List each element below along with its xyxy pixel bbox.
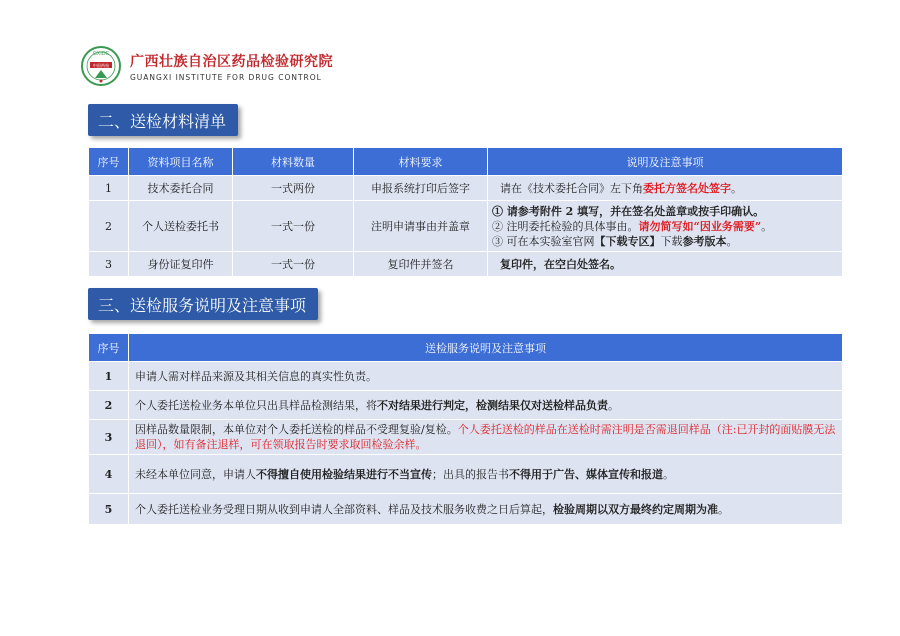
row-note bbox=[488, 176, 843, 201]
row-no: 4 bbox=[89, 455, 129, 494]
row-no: 3 bbox=[89, 420, 129, 455]
col-header-item: 资料项目名称 bbox=[129, 148, 233, 176]
institute-header bbox=[80, 44, 333, 88]
col-header-qty: 材料数量 bbox=[233, 148, 354, 176]
note-text: 请在《技术委托合同》左下角 bbox=[500, 182, 643, 195]
col-header-notes: 送检服务说明及注意事项 bbox=[129, 334, 843, 362]
institute-name-cn: 广西壮族自治区药品检验研究院 bbox=[130, 53, 333, 70]
note-text: ② 注明委托检验的具体事由。 bbox=[492, 219, 639, 233]
row-text bbox=[129, 455, 843, 494]
row-text-part: 个人委托送检业务受理日期从收到申请人全部资料、样品及技术服务收费之日后算起， bbox=[135, 502, 553, 516]
row-text bbox=[129, 420, 843, 455]
col-header-req: 材料要求 bbox=[354, 148, 488, 176]
row-no: 1 bbox=[89, 176, 129, 201]
institute-name-en: GUANGXI INSTITUTE FOR DRUG CONTROL bbox=[130, 72, 322, 82]
row-note: 复印件，在空白处签名。 bbox=[488, 252, 843, 277]
table-row bbox=[89, 362, 843, 391]
col-header-no: 序号 bbox=[89, 334, 129, 362]
table-row bbox=[89, 391, 843, 420]
col-header-no: 序号 bbox=[89, 148, 129, 176]
note-highlight: 委托方签名处签字 bbox=[643, 182, 731, 195]
row-no: 1 bbox=[89, 362, 129, 391]
note-text-end: 。 bbox=[726, 234, 738, 248]
table-row bbox=[89, 252, 843, 277]
row-req: 注明申请事由并盖章 bbox=[354, 201, 488, 252]
note-bold: 【下载专区】 bbox=[594, 234, 661, 248]
materials-table bbox=[88, 147, 843, 277]
note-text-end: 。 bbox=[731, 182, 742, 195]
note-line-3 bbox=[492, 234, 838, 249]
col-header-note: 说明及注意事项 bbox=[488, 148, 843, 176]
row-no: 2 bbox=[89, 201, 129, 252]
row-text bbox=[129, 494, 843, 525]
row-no: 5 bbox=[89, 494, 129, 525]
row-qty: 一式一份 bbox=[233, 201, 354, 252]
row-no: 3 bbox=[89, 252, 129, 277]
row-text-end: 。 bbox=[718, 502, 729, 516]
materials-header-row bbox=[89, 148, 843, 176]
note-line-1: ① 请参考附件 2 填写，并在签名处盖章或按手印确认。 bbox=[492, 204, 765, 218]
row-text-part: ；出具的报告书 bbox=[432, 467, 509, 481]
section-title-materials: 二、送检材料清单 bbox=[88, 104, 238, 136]
table-row bbox=[89, 455, 843, 494]
row-text-end: 。 bbox=[608, 398, 619, 412]
row-text-bold: 不对结果进行判定，检测结果仅对送检样品负责 bbox=[377, 398, 608, 412]
row-item: 身份证复印件 bbox=[129, 252, 233, 277]
institute-logo bbox=[80, 45, 122, 87]
service-notes-table bbox=[88, 333, 843, 525]
row-text-bold: 不得擅自使用检验结果进行不当宣传 bbox=[256, 467, 432, 481]
row-text-part: 因样品数量限制，本单位对个人委托送检的样品不受理复验/复检。 bbox=[135, 423, 458, 436]
row-req: 申报系统打印后签字 bbox=[354, 176, 488, 201]
note-highlight: 请勿简写如“因业务需要” bbox=[638, 219, 762, 233]
note-line-2 bbox=[492, 219, 838, 234]
row-text-highlight: 个人委托送检的样品在送检时需注明是否需退回样品（注:已开封的面贴膜无法退回），如有备注退样，可在领取报告时要求取回检验余样。 bbox=[135, 423, 836, 451]
row-item: 技术委托合同 bbox=[129, 176, 233, 201]
service-header-row bbox=[89, 334, 843, 362]
row-qty: 一式两份 bbox=[233, 176, 354, 201]
note-text: 下载 bbox=[660, 234, 683, 248]
note-text-end: 。 bbox=[761, 219, 773, 233]
row-req: 复印件并签名 bbox=[354, 252, 488, 277]
row-text-end: 。 bbox=[663, 467, 674, 481]
row-text-part: 个人委托送检业务本单位只出具样品检测结果，将 bbox=[135, 398, 377, 412]
table-row bbox=[89, 494, 843, 525]
row-qty: 一式一份 bbox=[233, 252, 354, 277]
row-text-part: 未经本单位同意，申请人 bbox=[135, 467, 256, 481]
row-text-bold: 检验周期以双方最终约定周期为准 bbox=[553, 502, 718, 516]
row-text: 申请人需对样品来源及其相关信息的真实性负责。 bbox=[129, 362, 843, 391]
row-item: 个人送检委托书 bbox=[129, 201, 233, 252]
note-text: ③ 可在本实验室官网 bbox=[492, 234, 595, 248]
row-text bbox=[129, 391, 843, 420]
row-no: 2 bbox=[89, 391, 129, 420]
table-row bbox=[89, 176, 843, 201]
table-row bbox=[89, 420, 843, 455]
row-note bbox=[488, 201, 843, 252]
section-title-service-notes: 三、送检服务说明及注意事项 bbox=[88, 288, 318, 320]
table-row bbox=[89, 201, 843, 252]
logo-text-top: GXIDC bbox=[92, 51, 110, 57]
row-text-bold: 不得用于广告、媒体宣传和报道 bbox=[509, 467, 663, 481]
note-bold: 参考版本 bbox=[682, 234, 727, 248]
logo-text-mid: 中国药检 bbox=[92, 63, 110, 68]
